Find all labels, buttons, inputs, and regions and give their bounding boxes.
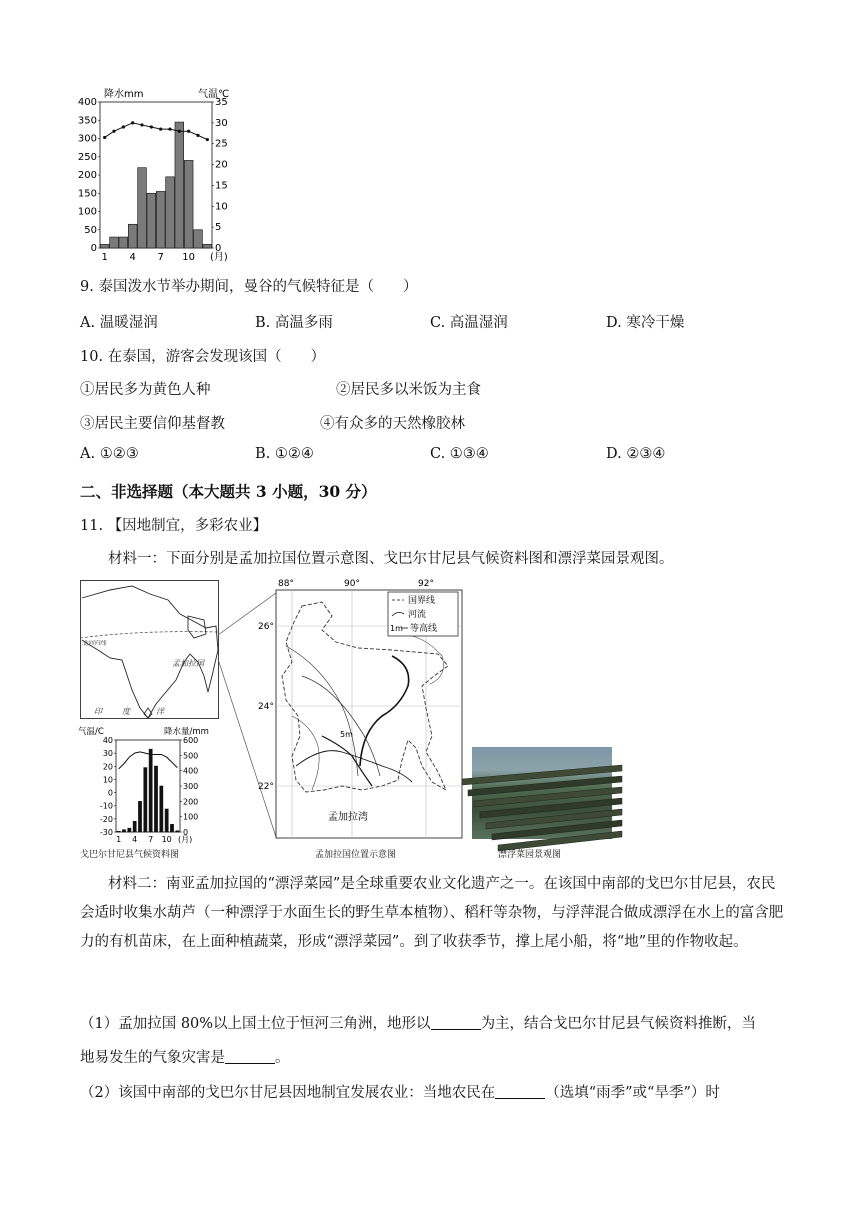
chart1-left-ticks	[78, 97, 100, 254]
c1-x-tick-label: 1	[101, 252, 108, 263]
legend-river-label: 河流	[408, 610, 427, 620]
c1-left-tick-label: 50	[84, 224, 97, 236]
c2-precip-bar	[144, 768, 147, 832]
c2-left-tick-label: -20	[99, 814, 113, 824]
c1-right-tick-label: 0	[215, 243, 222, 254]
q9-option-d[interactable]: D. 寒冷干燥	[606, 315, 685, 331]
inset-ocean-label-2: 度	[122, 707, 130, 716]
legend-contour-prefix: 1m	[390, 624, 403, 633]
q11-part1-blank-2[interactable]	[225, 1049, 275, 1064]
c1-left-tick-label: 250	[77, 151, 97, 163]
c1-left-tick-label: 350	[77, 115, 97, 127]
c1-precip-bar	[194, 230, 203, 248]
c2-precip-bar	[160, 786, 163, 832]
c2-x-unit: (月)	[178, 835, 193, 844]
chart2-left-axis-title: 气温/C	[78, 727, 104, 737]
gopalganj-climate-chart	[78, 724, 228, 848]
c2-left-tick-label: 10	[102, 775, 113, 785]
c1-precip-bar	[110, 237, 119, 248]
c1-temp-point	[122, 125, 125, 128]
bangladesh-map	[258, 576, 470, 840]
c2-right-tick-label: 600	[183, 736, 199, 745]
q10-option-c[interactable]: C. ①③④	[430, 446, 489, 462]
c1-precip-bar	[175, 122, 184, 248]
floating-garden-photo	[472, 747, 612, 839]
q11-part2-line1	[80, 1081, 720, 1102]
q11-part1-text-a: （1）孟加拉国 80%以上国土位于恒河三角洲，地形以	[80, 1016, 431, 1032]
c1-right-tick-label: 20	[215, 159, 228, 171]
chart2-left-ticks	[100, 736, 116, 837]
c2-x-tick-label: 4	[132, 835, 138, 844]
c1-left-tick-label: 200	[77, 170, 97, 181]
c1-temp-point	[206, 138, 209, 141]
q10-statement-2: ②居民多以米饭为主食	[336, 382, 481, 398]
c1-x-tick-label: 7	[157, 252, 164, 263]
q11-part1-text-c: 地易发生的气象灾害是	[80, 1050, 225, 1066]
q11-part1-line2	[80, 1046, 290, 1067]
c1-precip-bar	[138, 168, 147, 248]
c2-right-tick-label: 100	[183, 812, 199, 822]
c2-precip-bar	[149, 749, 152, 832]
c2-right-tick-label: 500	[183, 751, 199, 761]
q11-part2-blank-1[interactable]	[495, 1084, 545, 1099]
q11-part2-text-a: （2）该国中南部的戈巴尔甘尼县因地制宜发展农业：当地农民在	[80, 1085, 496, 1101]
inset-country-label: 孟加拉国	[172, 659, 204, 668]
q11-part1-blank-1[interactable]	[431, 1015, 481, 1030]
q10-statement-3: ③居民主要信仰基督教	[80, 416, 225, 432]
inset-ocean-label-3: 洋	[156, 707, 164, 716]
c2-x-tick-label: 10	[161, 835, 172, 844]
chart2-right-ticks	[180, 736, 198, 837]
c1-temp-point	[150, 125, 153, 128]
c2-precip-bar	[117, 831, 120, 832]
chart2-bars	[117, 749, 179, 832]
q10-statement-4: ④有众多的天然橡胶林	[320, 416, 465, 432]
q11-part1-text-d: 。	[275, 1050, 290, 1066]
c1-precip-bar	[203, 244, 212, 248]
c1-temp-point	[187, 130, 190, 133]
q9-option-c[interactable]: C. 高温湿润	[430, 315, 508, 331]
c1-temp-point	[178, 130, 181, 133]
c2-left-tick-label: 0	[107, 788, 113, 798]
chart1-x-ticks	[101, 251, 227, 263]
c2-precip-bar	[154, 766, 157, 832]
c1-precip-bar	[128, 224, 137, 248]
chart2-temperature-line	[119, 752, 178, 769]
map-lon-90: 90°	[344, 579, 360, 589]
q11-part1-text-b: 为主，结合戈巴尔甘尼县气候资料推断，当	[480, 1016, 757, 1032]
c1-x-tick-label: 10	[182, 252, 196, 263]
map-lat-22: 22°	[258, 782, 274, 792]
c2-left-tick-label: 20	[102, 762, 113, 772]
c2-precip-bar	[128, 828, 131, 832]
c1-right-tick-label: 35	[215, 97, 228, 108]
chart1-left-axis-title: 降水mm	[104, 89, 144, 100]
c1-right-tick-label: 30	[215, 117, 228, 129]
c1-left-tick-label: 300	[77, 133, 97, 145]
legend-contour-label: 等高线	[410, 624, 438, 634]
c1-left-tick-label: 0	[90, 243, 97, 254]
c1-temp-point	[159, 128, 162, 131]
q11-material-2: 材料二：南亚孟加拉国的“漂浮菜园”是全球重要农业文化遗产之一。在该国中南部的戈巴尔甘尼县，农民会适时收集水葫芦（一种漂浮于水面生长的野生草本植物）、稻秆等杂物，与浮萍混合做成漂浮在水上的富含肥力的有机苗床，在上面种植蔬菜，形成“漂浮菜园”。到了收获季节，撑上尾小船，将“地”里的作物收起。	[80, 876, 784, 950]
c2-left-tick-label: -10	[99, 801, 113, 811]
c1-precip-bar	[100, 244, 109, 248]
q10-option-d[interactable]: D. ②③④	[606, 446, 666, 462]
c2-x-tick-label: 1	[116, 835, 122, 844]
c2-left-tick-label: -30	[99, 828, 113, 837]
c2-right-tick-label: 400	[183, 766, 199, 776]
c1-temp-point	[168, 128, 171, 131]
c2-precip-bar	[165, 809, 168, 832]
c1-precip-bar	[166, 177, 175, 248]
legend-border-label: 国界线	[408, 596, 436, 606]
chart1-right-ticks	[212, 97, 228, 254]
floating-garden-rows	[472, 747, 612, 839]
map-contour-label: 5m	[340, 730, 353, 739]
c1-temp-point	[112, 130, 115, 133]
c1-x-tick-label: 4	[129, 252, 136, 263]
c2-left-tick-label: 30	[102, 749, 113, 759]
c1-temp-polyline	[105, 123, 208, 140]
section-2-heading: 二、非选择题（本大题共 3 小题，30 分）	[80, 482, 377, 501]
q10-option-b[interactable]: B. ①②④	[255, 446, 314, 462]
q10-stem: 10. 在泰国，游客会发现该国（ ）	[80, 349, 326, 365]
q9-stem: 9. 泰国泼水节举办期间，曼谷的气候特征是（ ）	[80, 279, 418, 295]
c1-precip-bar	[147, 193, 156, 248]
chart2-x-ticks	[116, 835, 192, 844]
c1-right-tick-label: 5	[215, 222, 222, 234]
c2-right-tick-label: 0	[183, 828, 189, 837]
caption-map: 孟加拉国位置示意图	[315, 850, 397, 860]
south-asia-inset-map	[80, 580, 220, 720]
q11-material-1: 材料一：下面分别是孟加拉国位置示意图、戈巴尔甘尼县气候资料图和漂浮菜园景观图。	[108, 551, 674, 567]
q11-part2-text-b: （选填“雨季”或“旱季”）时	[545, 1085, 720, 1101]
c2-precip-bar	[133, 821, 136, 832]
map-bay-label: 孟加拉湾	[328, 812, 368, 823]
inset-tropic-label: 北回归线	[82, 640, 107, 647]
chart1-bars	[100, 122, 211, 248]
c1-right-tick-label: 15	[215, 180, 228, 192]
map-lon-88: 88°	[278, 579, 294, 589]
q10-statement-1: ①居民多为黄色人种	[80, 382, 211, 398]
q11-title: 11. 【因地制宜，多彩农业】	[80, 518, 268, 534]
c2-right-tick-label: 300	[183, 782, 199, 791]
caption-climate: 戈巴尔甘尼县气候资料图	[80, 850, 180, 860]
chart1-right-axis-title: 气温℃	[198, 89, 230, 100]
c2-precip-bar	[122, 830, 125, 832]
q11-part1-line1	[80, 1012, 756, 1033]
q9-option-a[interactable]: A. 温暖湿润	[80, 315, 158, 331]
inset-frame	[81, 581, 219, 719]
c1-temp-point	[103, 136, 106, 139]
c1-x-unit: (月)	[210, 252, 228, 263]
c1-precip-bar	[156, 191, 165, 248]
c2-left-tick-label: 40	[102, 736, 113, 745]
c1-precip-bar	[184, 160, 193, 248]
inset-ocean-label-1: 印	[94, 707, 102, 716]
c1-precip-bar	[119, 237, 128, 248]
q9-option-b[interactable]: B. 高温多雨	[255, 315, 333, 331]
bangkok-climate-chart	[74, 84, 244, 264]
q10-option-a[interactable]: A. ①②③	[80, 446, 139, 462]
c1-right-tick-label: 10	[215, 201, 228, 213]
chart1-temperature-line	[103, 121, 209, 141]
c1-temp-point	[196, 134, 199, 137]
map-lon-92: 92°	[418, 579, 434, 589]
c1-right-tick-label: 25	[215, 138, 228, 150]
photo-rows-group	[462, 765, 622, 851]
c2-right-tick-label: 200	[183, 797, 199, 807]
c1-left-tick-label: 400	[77, 97, 97, 108]
caption-photo: 漂浮菜园景观图	[498, 850, 562, 860]
map-lat-26: 26°	[258, 622, 274, 632]
c1-temp-point	[131, 121, 134, 124]
c2-precip-bar	[170, 824, 173, 832]
c1-left-tick-label: 150	[77, 188, 97, 200]
c1-temp-point	[140, 123, 143, 126]
c2-precip-bar	[176, 831, 179, 832]
c2-precip-bar	[138, 801, 141, 832]
c2-temp-polyline	[119, 752, 178, 769]
chart2-right-axis-title: 降水量/mm	[164, 727, 209, 737]
c1-left-tick-label: 100	[77, 206, 97, 218]
c2-x-tick-label: 7	[148, 835, 154, 844]
map-lat-24: 24°	[258, 702, 274, 712]
